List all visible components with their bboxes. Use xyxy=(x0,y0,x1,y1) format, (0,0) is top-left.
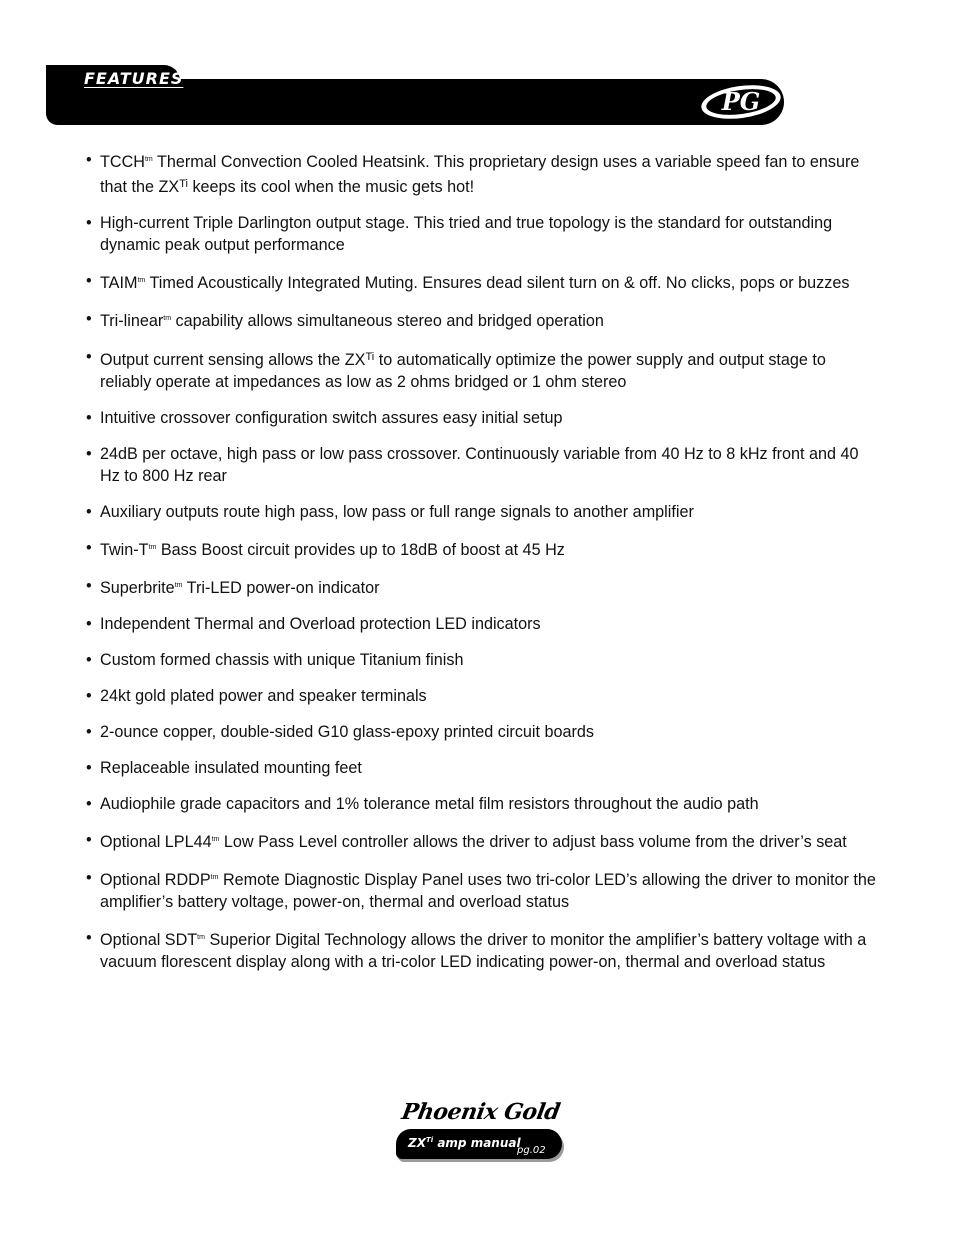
feature-post: keeps its cool when the music gets hot! xyxy=(187,178,475,196)
feature-post: to automatically optimize the power supply and output stage to reliably operate at impedances as low as 2 ohms bridged or 1 ohm stereo xyxy=(100,351,826,391)
feature-tm: tm xyxy=(211,836,220,843)
feature-item xyxy=(86,721,876,743)
features-list xyxy=(86,149,876,987)
feature-item xyxy=(86,308,876,332)
feature-tm: tm xyxy=(210,874,219,881)
feature-sup: Ti xyxy=(365,351,375,363)
footer-brand-logo: Phoenix Gold xyxy=(399,1099,562,1125)
feature-pre: Optional LPL44 xyxy=(100,833,212,851)
page-number: pg.02 xyxy=(517,1145,546,1156)
feature-pre: TCCH xyxy=(100,153,145,171)
feature-item xyxy=(86,829,876,853)
feature-pre: Tri-linear xyxy=(100,312,164,330)
feature-text: Low Pass Level controller allows the driver to adjust bass volume from the driver’s seat xyxy=(219,833,847,851)
feature-item xyxy=(86,346,876,393)
section-title: FEATURES xyxy=(84,69,184,88)
feature-text: Auxiliary outputs route high pass, low pass or full range signals to another amplifier xyxy=(100,503,694,521)
feature-text: Independent Thermal and Overload protection LED indicators xyxy=(100,615,541,633)
footer-manual-label: $ZX^{Ti}$ amp manual xyxy=(408,1136,521,1150)
feature-item xyxy=(86,649,876,671)
feature-item xyxy=(86,927,876,973)
feature-tm: tm xyxy=(137,277,146,284)
feature-text: 24kt gold plated power and speaker terminals xyxy=(100,687,427,705)
feature-sup: Ti xyxy=(179,178,188,190)
feature-text: 24dB per octave, high pass or low pass crossover. Continuously variable from 40 Hz to 8 kHz front and 40 Hz to 800 Hz rear xyxy=(100,445,859,485)
feature-text: Intuitive crossover configuration switch assures easy initial setup xyxy=(100,409,563,427)
pg-logo-text: PG xyxy=(721,87,761,116)
feature-text: Custom formed chassis with unique Titanium finish xyxy=(100,651,464,669)
feature-item xyxy=(86,757,876,779)
feature-pre: Twin-T xyxy=(100,541,149,559)
feature-text: Remote Diagnostic Display Panel uses two tri-color LED’s allowing the driver to monitor the amplifier’s battery voltage, power-on, thermal and overload status xyxy=(100,871,876,911)
feature-tm: tm xyxy=(163,315,172,322)
feature-item xyxy=(86,270,876,294)
feature-text: Thermal Convection Cooled Heatsink. This proprietary design uses a variable speed fan to ensure that the ZX xyxy=(100,153,860,196)
feature-item xyxy=(86,407,876,429)
feature-item xyxy=(86,501,876,523)
feature-text: Replaceable insulated mounting feet xyxy=(100,759,362,777)
feature-text: Timed Acoustically Integrated Muting. Ensures dead silent turn on & off. No clicks, pops or buzzes xyxy=(145,274,850,292)
feature-tm: tm xyxy=(197,934,205,941)
feature-item xyxy=(86,212,876,256)
pg-logo-icon xyxy=(698,82,784,122)
feature-tm: tm xyxy=(174,582,183,589)
feature-text: Bass Boost circuit provides up to 18dB of boost at 45 Hz xyxy=(156,541,565,559)
feature-text: High-current Triple Darlington output stage. This tried and true topology is the standard for outstanding dynamic peak output performance xyxy=(100,214,833,254)
feature-item xyxy=(86,685,876,707)
feature-tm: tm xyxy=(148,544,157,551)
feature-text: Superior Digital Technology allows the driver to monitor the amplifier’s battery voltage with a vacuum florescent display along with a tri-color LED indicating power-on, thermal and overload status xyxy=(100,931,867,971)
feature-item xyxy=(86,613,876,635)
feature-item xyxy=(86,537,876,561)
feature-pre: Optional RDDP xyxy=(100,871,211,889)
feature-tm: tm xyxy=(144,156,153,163)
feature-item xyxy=(86,149,876,198)
feature-text: Output current sensing allows the ZX xyxy=(100,351,366,369)
feature-text: Tri-LED power-on indicator xyxy=(182,579,380,597)
feature-item xyxy=(86,575,876,599)
feature-text: Audiophile grade capacitors and 1% tolerance metal film resistors throughout the audio path xyxy=(100,795,759,813)
feature-item xyxy=(86,867,876,913)
feature-pre: TAIM xyxy=(100,274,138,292)
feature-item xyxy=(86,793,876,815)
feature-text: 2-ounce copper, double-sided G10 glass-epoxy printed circuit boards xyxy=(100,723,595,741)
feature-pre: Optional SDT xyxy=(100,931,198,949)
feature-pre: Superbrite xyxy=(100,579,175,597)
feature-text: capability allows simultaneous stereo and bridged operation xyxy=(171,312,604,330)
feature-item xyxy=(86,443,876,487)
